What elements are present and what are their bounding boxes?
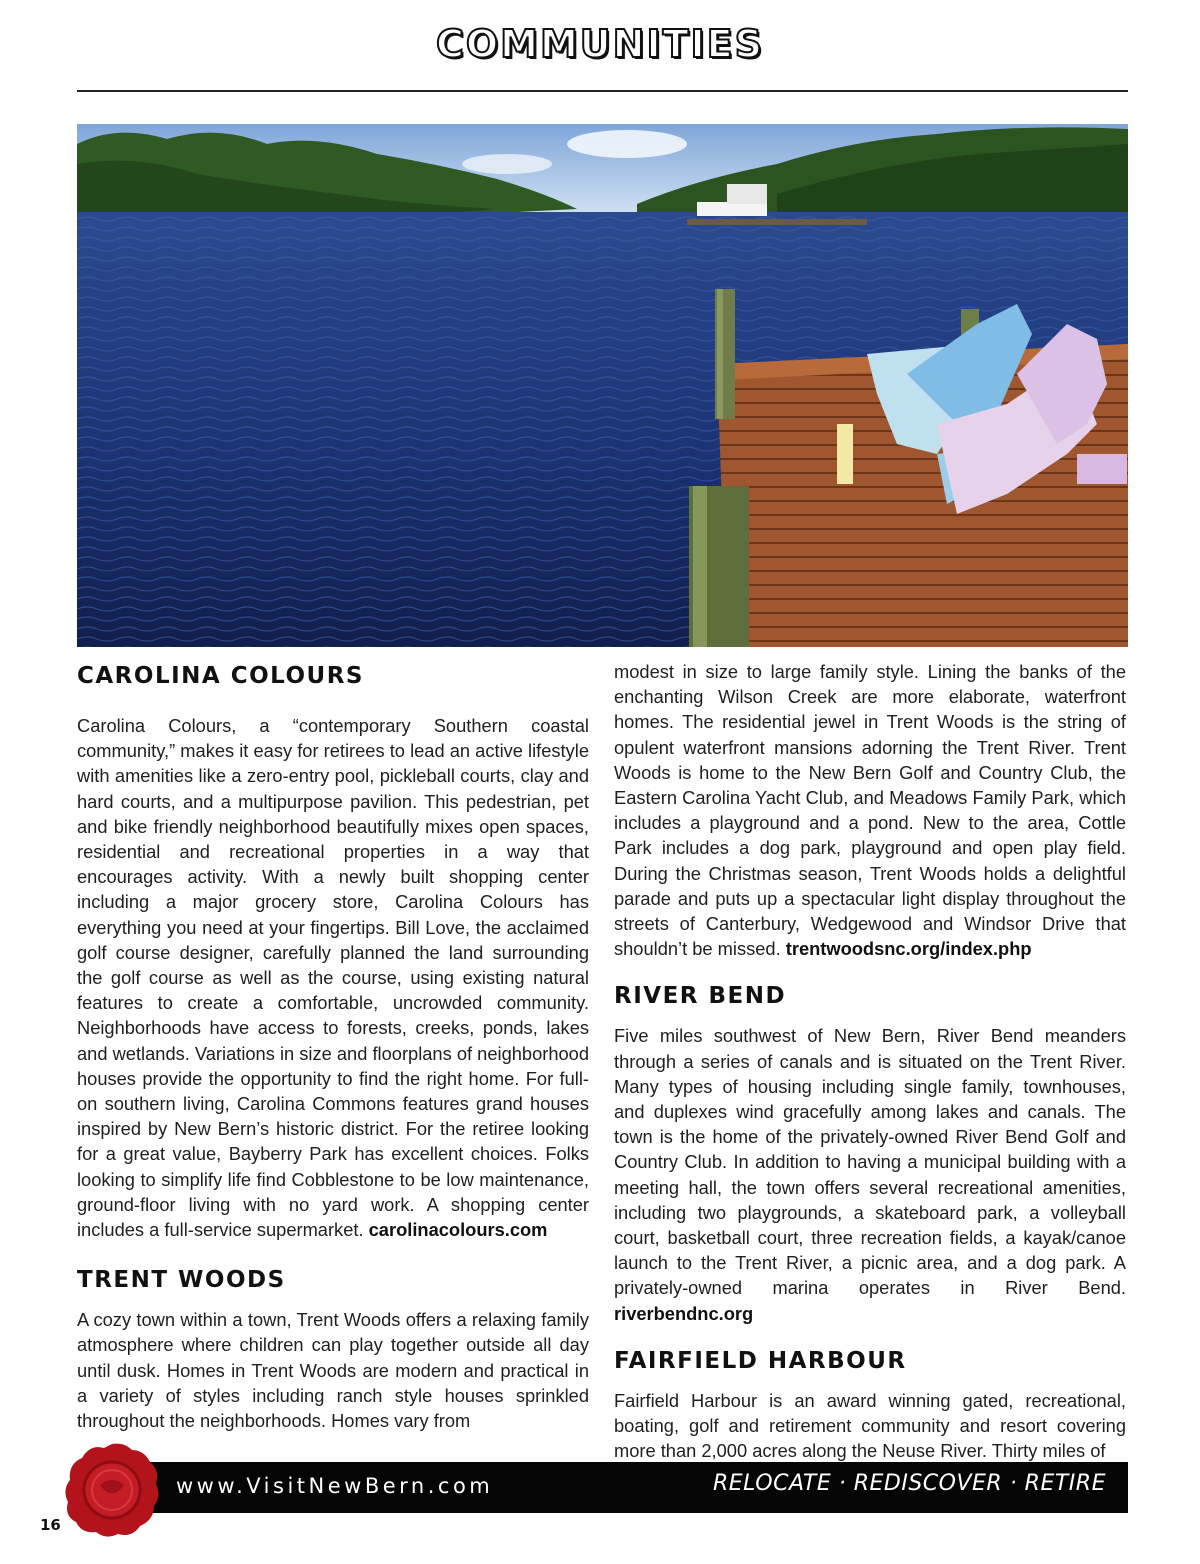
- river-bend-text: [614, 1023, 1126, 1325]
- footer-bar: [77, 1462, 1128, 1513]
- heading-river-bend: RIVER BEND: [614, 983, 787, 1010]
- heading-trent-woods: TRENT WOODS: [77, 1267, 286, 1294]
- trent-woods-link[interactable]: trentwoodsnc.org/index.php: [785, 938, 1032, 960]
- footer-website-link[interactable]: www.VisitNewBern.com: [176, 1474, 494, 1498]
- trent-woods-text-continued: [614, 659, 1126, 961]
- river-dock-illustration: [77, 124, 1128, 647]
- trent-woods-body-right: modest in size to large family style. Lining the banks of the enchanting Wilson Creek are more elaborate, waterfront homes. The residential jewel in Trent Woods is the string of opulent waterfront mansions adorning the Trent River. Trent Woods is home to the New Bern Golf and Country Club, the Eastern Carolina Yacht Club, and Meadows Family Park, which includes a playground and a pond. New to the area, Cottle Park includes a dog park, playground and open play field. During the Christmas season, Trent Woods holds a delightful parade and puts up a spectacular light display throughout the streets of Canterbury, Wedgewood and Windsor Drive that shouldn’t be missed.: [614, 661, 1126, 960]
- left-column: [77, 660, 589, 1433]
- carolina-colours-text: [77, 713, 589, 1242]
- heading-fairfield-harbour: FAIRFIELD HARBOUR: [614, 1347, 907, 1374]
- carolina-colours-body: Carolina Colours, a “contemporary Southern coastal community,” makes it easy for retirees to lead an active lifestyle with amenities like a zero-entry pool, pickleball courts, clay and hard courts, and a multipurpose pavilion. This pedestrian, pet and bike friendly neighborhood beautifully mixes open spaces, residential and recreational properties in a way that encourages activity. With a newly built shopping center including a major grocery store, Carolina Colours has everything you need at your fingertips. Bill Love, the acclaimed golf course designer, carefully planned the land surrounding the golf course as well as the course, using existing natural features to create a comfortable, uncrowded community. Neighborhoods have access to forests, creeks, ponds, lakes and wetlands. Variations in size and floorplans of neighborhood houses provide the opportunity to find the right home. For full-on southern living, Carolina Commons features grand houses inspired by New Bern’s historic district. For the retiree looking for a great value, Bayberry Park has excellent choices. Folks looking to simplify life find Cobblestone to be low maintenance, ground-floor living with no yard work. A shopping center includes a full-service supermarket.: [77, 715, 589, 1241]
- trent-woods-body-left: A cozy town within a town, Trent Woods offers a relaxing family atmosphere where children can play together outside all day until dusk. Homes in Trent Woods are modern and practical in a variety of styles including ranch style houses sprinkled throughout the neighborhoods. Homes vary from: [77, 1309, 589, 1432]
- right-column: [614, 659, 1126, 1463]
- page-title: COMMUNITIES: [435, 22, 764, 66]
- fairfield-harbour-body: Fairfield Harbour is an award winning gated, recreational, boating, golf and retirement community and resort covering more than 2,000 acres along the Neuse River. Thirty miles of: [614, 1389, 1126, 1462]
- river-bend-link[interactable]: riverbendnc.org: [614, 1302, 754, 1324]
- carolina-colours-link[interactable]: carolinacolours.com: [368, 1219, 548, 1241]
- hero-photo: [77, 124, 1128, 647]
- wax-seal-icon: [62, 1440, 162, 1540]
- river-bend-body: Five miles southwest of New Bern, River Bend meanders through a series of canals and is situated on the Trent River. Many types of housing including single family, townhouses, and duplexes wind gracefully among lakes and canals. The town is the home of the privately-owned River Bend Golf and Country Club. In addition to having a municipal building with a meeting hall, the town offers several recreational amenities, including two playgrounds, a skateboard park, a volleyball court, basketball court, three recreation fields, a kayak/canoe launch to the Trent River, a picnic area, and a dog park. A privately-owned marina operates in River Bend.: [614, 1025, 1126, 1299]
- page-number: 16: [40, 1516, 61, 1534]
- header-divider: [77, 90, 1128, 92]
- heading-carolina-colours: CAROLINA COLOURS: [77, 663, 364, 689]
- footer-tagline: RELOCATE · REDISCOVER · RETIRE: [713, 1471, 1106, 1496]
